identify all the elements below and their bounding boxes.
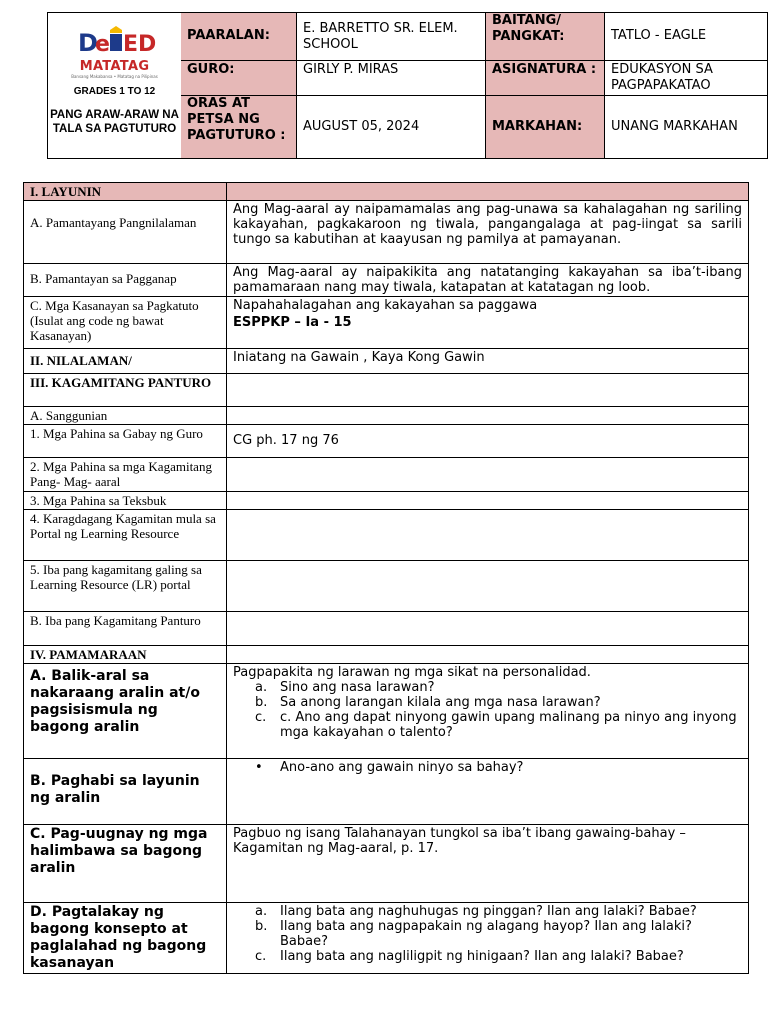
table-row [24,561,749,612]
matatag-tagline: Bansang Makabansa • Matatag na Pilipinas [71,74,158,79]
kasanayan-code: ESPPKP – Ia - 15 [233,315,352,330]
paghabi-list [233,760,742,775]
svg-text:ED: ED [123,32,156,57]
list-item [233,919,742,949]
lr-portal-label: 5. Iba pang kagamitang galing sa Learning Resource (LR) portal [24,561,227,612]
guro-value: GIRLY P. MIRAS [297,61,486,96]
table-row [24,458,749,492]
list-item-text: c. Ano ang dapat ninyong gawin upang malinang pa ninyo ang inyong mga kakayahan o talento? [280,710,737,740]
teksbuk-label: 3. Mga Pahina sa Teksbuk [24,492,227,510]
lesson-plan-header [47,12,768,159]
balik-aral-intro: Pagpapakita ng larawan ng mga sikat na personalidad. [233,665,591,680]
list-item-text: Ilang bata ang nagliligpit ng hinigaan? Ilan ang lalaki? Babae? [280,949,684,964]
document-type: PANG ARAW-ARAW NA TALA SA PAGTUTURO [50,109,179,135]
gabay-ng-guro-value: CG ph. 17 ng 76 [227,425,749,458]
list-marker: • [255,760,263,775]
pag-uugnay-label: C. Pag-uugnay ng mga halimbawa sa bagong aralin [24,825,227,903]
table-row [24,646,749,664]
asignatura-value: EDUKASYON SA PAGPAPAKATAO [605,61,767,96]
grades-label: GRADES 1 TO 12 [73,86,156,97]
kagamitang-pang-mag-aaral-label: 2. Mga Pahina sa mga Kagamitang Pang- Mag- aaral [24,458,227,492]
logo-cell [48,13,182,158]
list-marker: b. [255,695,268,710]
kasanayan-sa-pagkatuto-value: Napahahalagahan ang kakayahan sa paggawa [233,298,538,313]
pagtalakay-label: D. Pagtalakay ng bagong konsepto at paglalahad ng bagong kasanayan [24,903,227,974]
table-row [24,297,749,349]
pag-uugnay-value: Pagbuo ng isang Talahanayan tungkol sa iba’t ibang gawaing-bahay – Kagamitan ng Mag-aaral, p. 17. [227,825,749,903]
oras-label: ORAS AT PETSA NG PAGTUTURO : [181,96,297,158]
table-row [24,903,749,974]
table-row [24,374,749,407]
nilalaman-label: II. NILALAMAN/ [24,349,227,374]
table-row [24,664,749,759]
matatag-brand: MATATAG [79,59,150,74]
pamantayan-sa-pagganap-value: Ang Mag-aaral ay naipakikita ang natatanging kakayahan sa iba’t-ibang pamamaraan nang may tiwala, katapatan at katatagan ng loob. [227,264,749,297]
layunin-heading: I. LAYUNIN [24,183,227,201]
list-item [233,710,742,740]
list-item [233,760,742,775]
list-item-text: Sa anong larangan kilala ang mga nasa larawan? [280,695,601,710]
list-item-text: Sino ang nasa larawan? [280,680,435,695]
table-row [24,825,749,903]
table-row [24,510,749,561]
table-row [24,407,749,425]
karagdagang-kagamitan-label: 4. Karagdagang Kagamitan mula sa Portal ng Learning Resource [24,510,227,561]
list-marker: a. [255,680,268,695]
oras-value: AUGUST 05, 2024 [297,96,486,158]
pamantayan-sa-pagganap-label: B. Pamantayan sa Pagganap [24,264,227,297]
svg-text:e: e [95,32,110,57]
table-row [24,264,749,297]
asignatura-label: ASIGNATURA : [486,61,605,96]
baitang-value: TATLO - EAGLE [605,13,767,61]
list-item-text: Ano-ano ang gawain ninyo sa bahay? [280,760,524,775]
list-marker: c. [255,710,267,725]
balik-aral-label: A. Balik-aral sa nakaraang aralin at/o pagsisismula ng bagong aralin [24,664,227,759]
kagamitang-panturo-heading: III. KAGAMITANG PANTURO [24,374,227,407]
list-item-text: Ilang bata ang nagpapakain ng alagang hayop? Ilan ang lalaki? Babae? [280,919,692,949]
nilalaman-value: Iniatang na Gawain , Kaya Kong Gawin [227,349,749,374]
section-row-layunin [24,183,749,201]
lesson-plan-table [23,182,749,974]
list-item [233,680,742,695]
paghabi-label: B. Paghabi sa layunin ng aralin [24,759,227,825]
pamantayang-pangnilalaman-label: A. Pamantayang Pangnilalaman [24,201,227,264]
list-item [233,695,742,710]
baitang-label: BAITANG/ PANGKAT: [486,13,605,61]
markahan-label: MARKAHAN: [486,96,605,158]
list-item [233,904,742,919]
svg-text:D: D [78,29,98,57]
list-item-text: Ilang bata ang naghuhugas ng pinggan? Ilan ang lalaki? Babae? [280,904,697,919]
paaralan-value: E. BARRETTO SR. ELEM. SCHOOL [297,13,486,61]
table-row [24,612,749,646]
table-row [24,492,749,510]
pamamaraan-heading: IV. PAMAMARAAN [24,646,227,664]
list-marker: c. [255,949,267,964]
paaralan-label: PAARALAN: [181,13,297,61]
table-row [24,425,749,458]
list-marker: b. [255,919,268,934]
iba-pang-kagamitan-label: B. Iba pang Kagamitang Panturo [24,612,227,646]
pagtalakay-list [233,904,742,964]
list-marker: a. [255,904,268,919]
guro-label: GURO: [181,61,297,96]
gabay-ng-guro-label: 1. Mga Pahina sa Gabay ng Guro [24,425,227,458]
markahan-value: UNANG MARKAHAN [605,96,767,158]
table-row [24,201,749,264]
table-row [24,349,749,374]
deped-logo-icon [76,25,156,57]
table-row [24,759,749,825]
pamantayang-pangnilalaman-value: Ang Mag-aaral ay naipamamalas ang pag-unawa sa kahalagahan ng sariling kakayahan, pagkakaroon ng tiwala, pangangalaga at pag-iingat sa sarili tungo sa kabutihan at kaayusan ng pamilya at pamayanan. [227,201,749,264]
sanggunian-label: A. Sanggunian [24,407,227,425]
kasanayan-sa-pagkatuto-label: C. Mga Kasanayan sa Pagkatuto (Isulat ang code ng bawat Kasanayan) [24,297,227,349]
balik-aral-list [233,680,742,740]
list-item [233,949,742,964]
